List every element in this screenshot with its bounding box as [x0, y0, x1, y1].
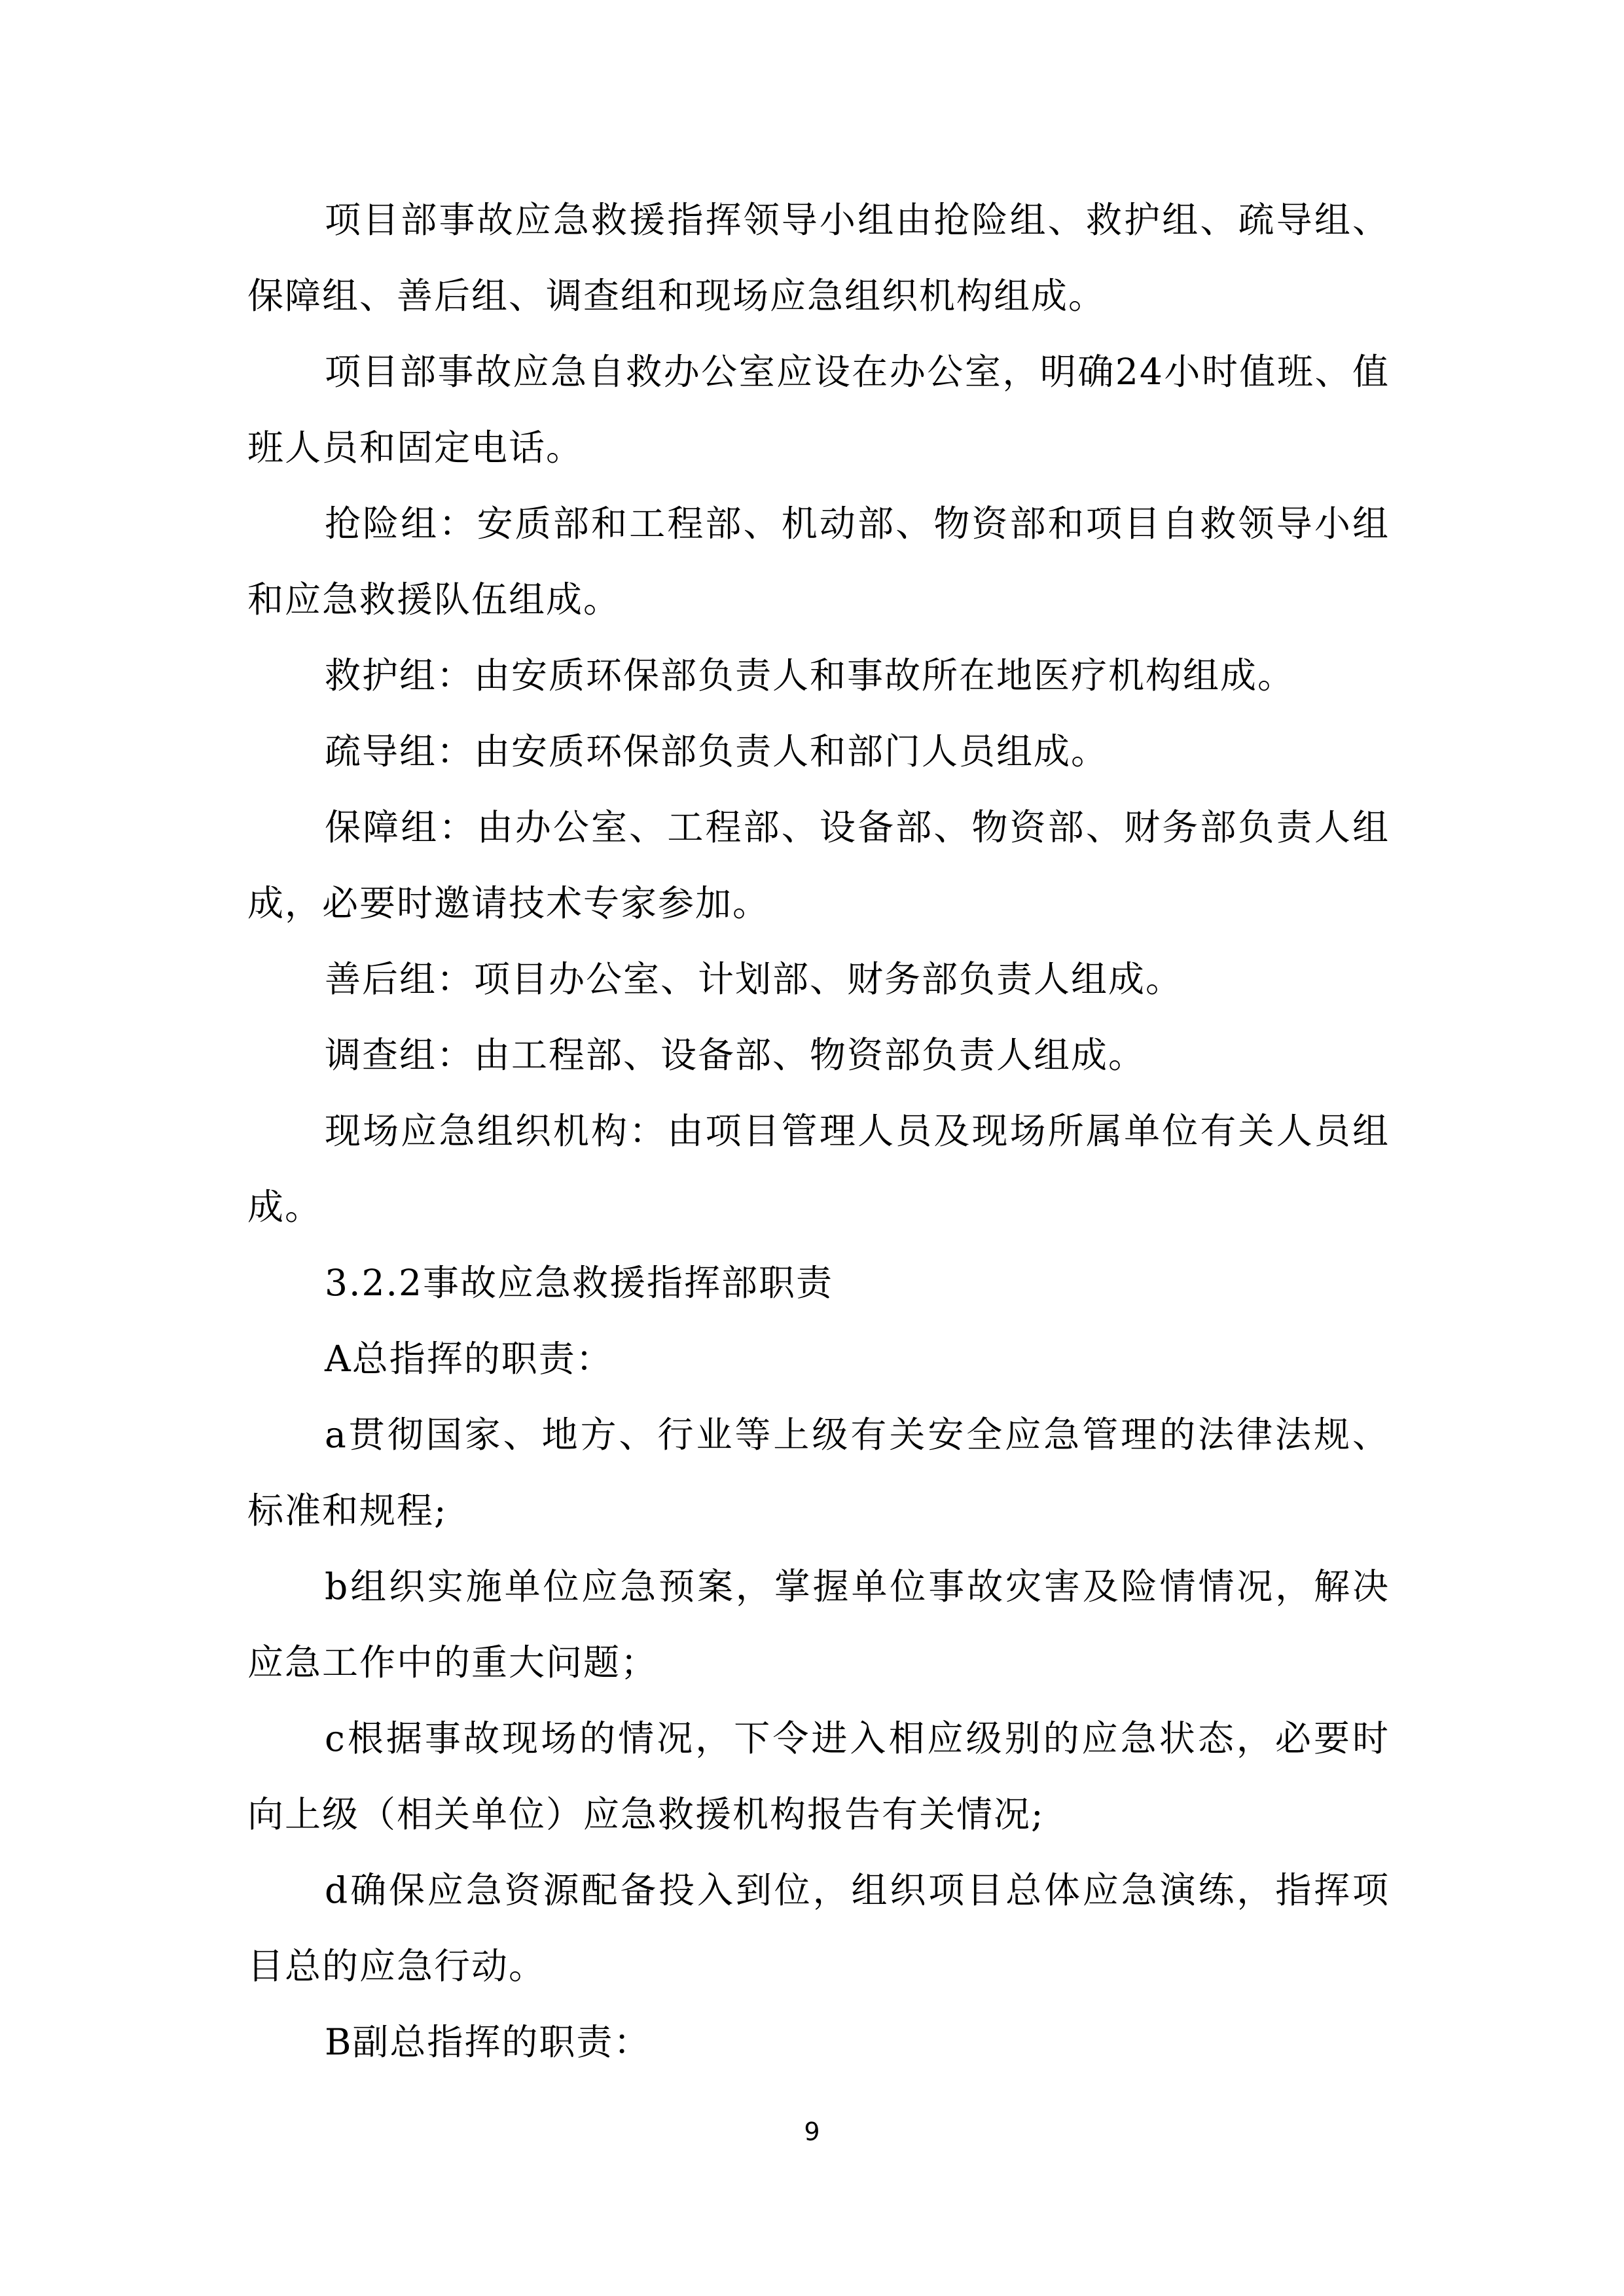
duty-item-c: c根据事故现场的情况，下令进入相应级别的应急状态，必要时向上级（相关单位）应急救援机构报告有关情况; [247, 1717, 1390, 1835]
duty-item-a: a贯彻国家、地方、行业等上级有关安全应急管理的法律法规、标准和规程; [247, 1414, 1390, 1532]
paragraph-rescue-team: 抢险组：安质部和工程部、机动部、物资部和项目自救领导小组和应急救援队伍组成。 [247, 503, 1390, 620]
paragraph-evacuation-team: 疏导组：由安质环保部负责人和部门人员组成。 [325, 730, 1109, 772]
document-body [247, 182, 1390, 2080]
subheading-commander-duties: A总指挥的职责： [325, 1338, 613, 1380]
section-heading: 3.2.2事故应急救援指挥部职责 [325, 1262, 833, 1304]
duty-item-d: d确保应急资源配备投入到位，组织项目总体应急演练，指挥项目总的应急行动。 [247, 1869, 1390, 1987]
paragraph-aftermath-team: 善后组：项目办公室、计划部、财务部负责人组成。 [325, 958, 1183, 1000]
paragraph-organization: 项目部事故应急救援指挥领导小组由抢险组、救护组、疏导组、保障组、善后组、调查组和现场应急组织机构组成。 [247, 199, 1390, 317]
duty-item-b: b组织实施单位应急预案，掌握单位事故灾害及险情情况，解决应急工作中的重大问题； [247, 1566, 1390, 1683]
paragraph-medical-team: 救护组：由安质环保部负责人和事故所在地医疗机构组成。 [325, 655, 1295, 696]
paragraph-onsite-organization: 现场应急组织机构：由项目管理人员及现场所属单位有关人员组成。 [247, 1110, 1390, 1228]
paragraph-investigation-team: 调查组：由工程部、设备部、物资部负责人组成。 [325, 1034, 1146, 1076]
paragraph-support-team: 保障组：由办公室、工程部、设备部、物资部、财务部负责人组成，必要时邀请技术专家参加。 [247, 806, 1390, 924]
subheading-deputy-commander-duties: B副总指挥的职责： [325, 2021, 651, 2063]
paragraph-office: 项目部事故应急自救办公室应设在办公室，明确24小时值班、值班人员和固定电话。 [247, 351, 1390, 469]
page-number: 9 [804, 2117, 820, 2146]
